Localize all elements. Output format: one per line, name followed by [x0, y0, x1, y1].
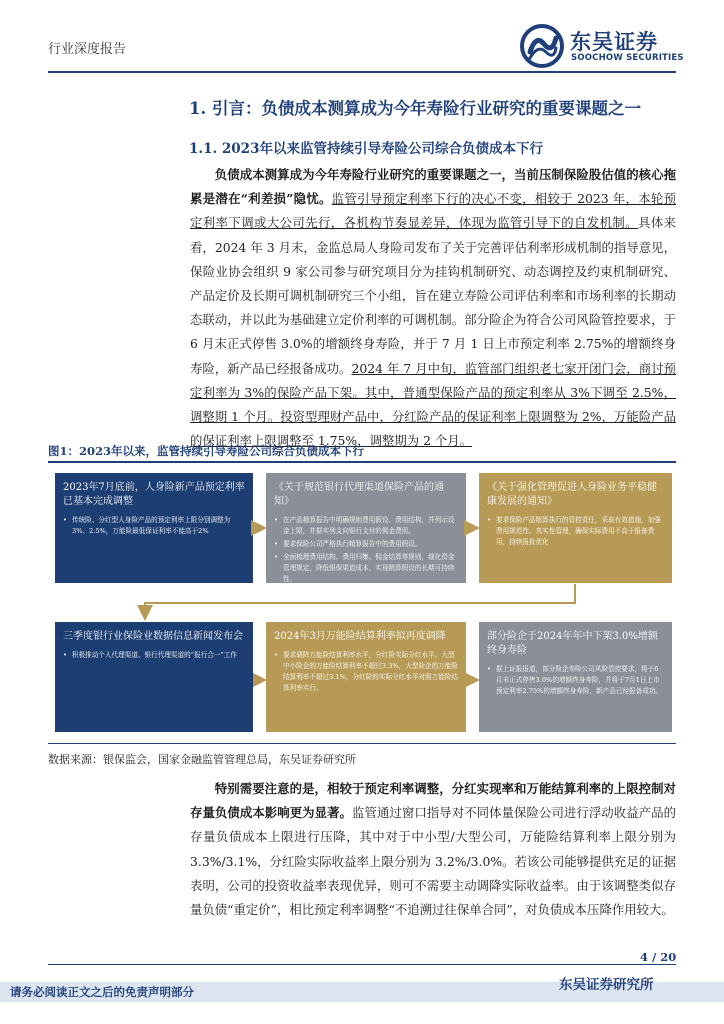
paragraph-1-underline-1: 监管引导预定利率下行的决心不变，相较于 2023 年，本轮预定利率下调或大公司先行，各机构节奏显差异，体现为监管引导下的自发机制。	[190, 191, 676, 231]
box-title: 2024年3月万能险结算利率拟再度调降	[274, 631, 446, 642]
paragraph-1-lead: 负债成本测算成为今年寿险行业研究的重要课题之一，当前压制保险股估值的核心拖累是潜在“利差损”隐忧。	[190, 167, 676, 207]
institute-name: 东吴证券研究所	[559, 977, 654, 993]
logo-text-cn: 东吴证券	[570, 30, 658, 54]
subsection-heading: 1.1. 2023年以来监管持续引导寿险公司综合负债成本下行	[189, 141, 543, 157]
timeline-box-5	[266, 622, 466, 732]
disclaimer-notice: 请务必阅读正文之后的免责声明部分	[10, 985, 194, 999]
page-number: 4 / 20	[640, 950, 677, 964]
box-bullet: • 传统险、分红型人身险产品的预定利率上限分别调整为3%、2.5%，万能险最低保证利率不能高于2%	[63, 515, 245, 537]
box-title: 《关于规范银行代理渠道保险产品的通知》	[274, 482, 444, 507]
report-type-label: 行业深度报告	[48, 42, 127, 57]
box-bullet: • 要求保险公司严格执行精算报告中的费用假设。	[274, 539, 458, 550]
box-title: 部分险企于2024年年中下架3.0%增额终身寿险	[487, 631, 658, 656]
paragraph-1-underline-2: 2024 年 7 月中旬，监管部门组织老七家开闭门会，商讨预定利率为 3%的保险产品下架。其中，普通型保险产品的预定利率从 3%下调至 2.5%，调整期 1 个月。投资型理财产品中，分红险产品的保证利率上限调整为 2%，万能险产品的保证利率上限调整至 1.75%，调整期为 2 个月。	[190, 360, 677, 449]
box-bullet: • 要求保险产品精算执行的管控责任，采取有效措施，加强费用规范性、真实性管理，确保实际费用不高于报备费用，持续报批优化	[487, 515, 664, 548]
paragraph-2-text: 监管通过窗口指导对不同体量保险公司进行浮动收益产品的存量负债成本上限进行压降，其中对于中小型/大型公司，万能险结算利率上限分别为 3.3%/3.1%，分红险实际收益率上限分别为 3.2%/3.0%。若该公司能够提供充足的证据表明，公司的投资收益率表现优异，则可不需要主动调降实际收益率。由于该调整类似存量负债“重定价”，相比预定利率调整“不追溯过往保单合同”，对负债成本压降作用较大。	[190, 805, 677, 918]
arrow-return-icon	[145, 584, 575, 617]
figure-bottom-rule	[48, 743, 676, 744]
figure-source: 数据来源：银保监会，国家金融监管管理总局，东吴证券研究所	[48, 753, 356, 766]
figure-title: 图1：2023年以来，监管持续引导寿险公司综合负债成本下行	[48, 444, 365, 458]
logo-text-en: SOOCHOW SECURITIES	[571, 53, 684, 63]
paragraph-2-lead: 特别需要注意的是，相较于预定利率调整，分红实现率和万能结算利率的上限控制对存量负债成本影响更为显著。	[190, 781, 676, 821]
footer-divider	[48, 964, 676, 965]
box-bullet: • 在产品精算报告中明确规则费用假设、费用结构，并列示设金上限，并据实列支向银行支付的佣金费用。	[274, 515, 458, 537]
section-heading: 1. 引言：负债成本测算成为今年寿险行业研究的重要课题之一	[189, 99, 641, 118]
box-title: 《关于强化管理促进人身险业务平稳健康发展的通知》	[487, 482, 657, 507]
paragraph-1-text: 具体来看，2024 年 3 月末，金监总局人身险司发布了关于完善评估利率形成机制的指导意见，保险业协会组织 9 家公司参与研究项目分为挂钩机制研究、动态调控及约束机制研究、产品定价及长期可调机制研究三个小组，旨在建立寿险公司评估利率和市场利率的长期动态联动，并以此为基础建立定价利率的可调机制。部分险企为符合公司风险管控要求，于 6 月末正式停售 3.0%的增额终身寿险，并于 7 月 1 日上市预定利率 2.75%的增额终身寿险，新产品已经报备成功。	[190, 215, 677, 376]
box-title: 2023年7月底前，人身险新产品预定利率已基本完成调整	[63, 482, 245, 507]
timeline-box-6	[479, 622, 672, 732]
timeline-box-4	[55, 622, 253, 732]
paragraph-2	[190, 777, 676, 922]
box-bullet: • 要求调降万能险结算利率水平，分红险实际分红水平。大型中小险企的万能险结算利率不超过3.3%，大型险企的万能险结算利率不超过3.1%，分红险的实际分红水平对照万能险结算利率实行。	[274, 650, 458, 694]
box-bullet: • 全面梳理费用结构、费用归集、佣金结算等规则，细化资金管理规定，降低银保渠道成本，实现精算假设的长期可持续性。	[274, 552, 458, 583]
box-bullet: • 据上证报报道，部分险企寿险公司风险管控要求，将于6月末正式停售3.0%的增额终身寿险，并将于7月1日上市预定利率2.75%的增额终身寿险，新产品已经报备成功。	[487, 664, 664, 697]
box-title: 三季度银行业保险业数据信息新闻发布会	[63, 631, 243, 642]
box-bullet: • 积极推动个人代理渠道、银行代理渠道的“报行合一”工作	[63, 650, 245, 661]
